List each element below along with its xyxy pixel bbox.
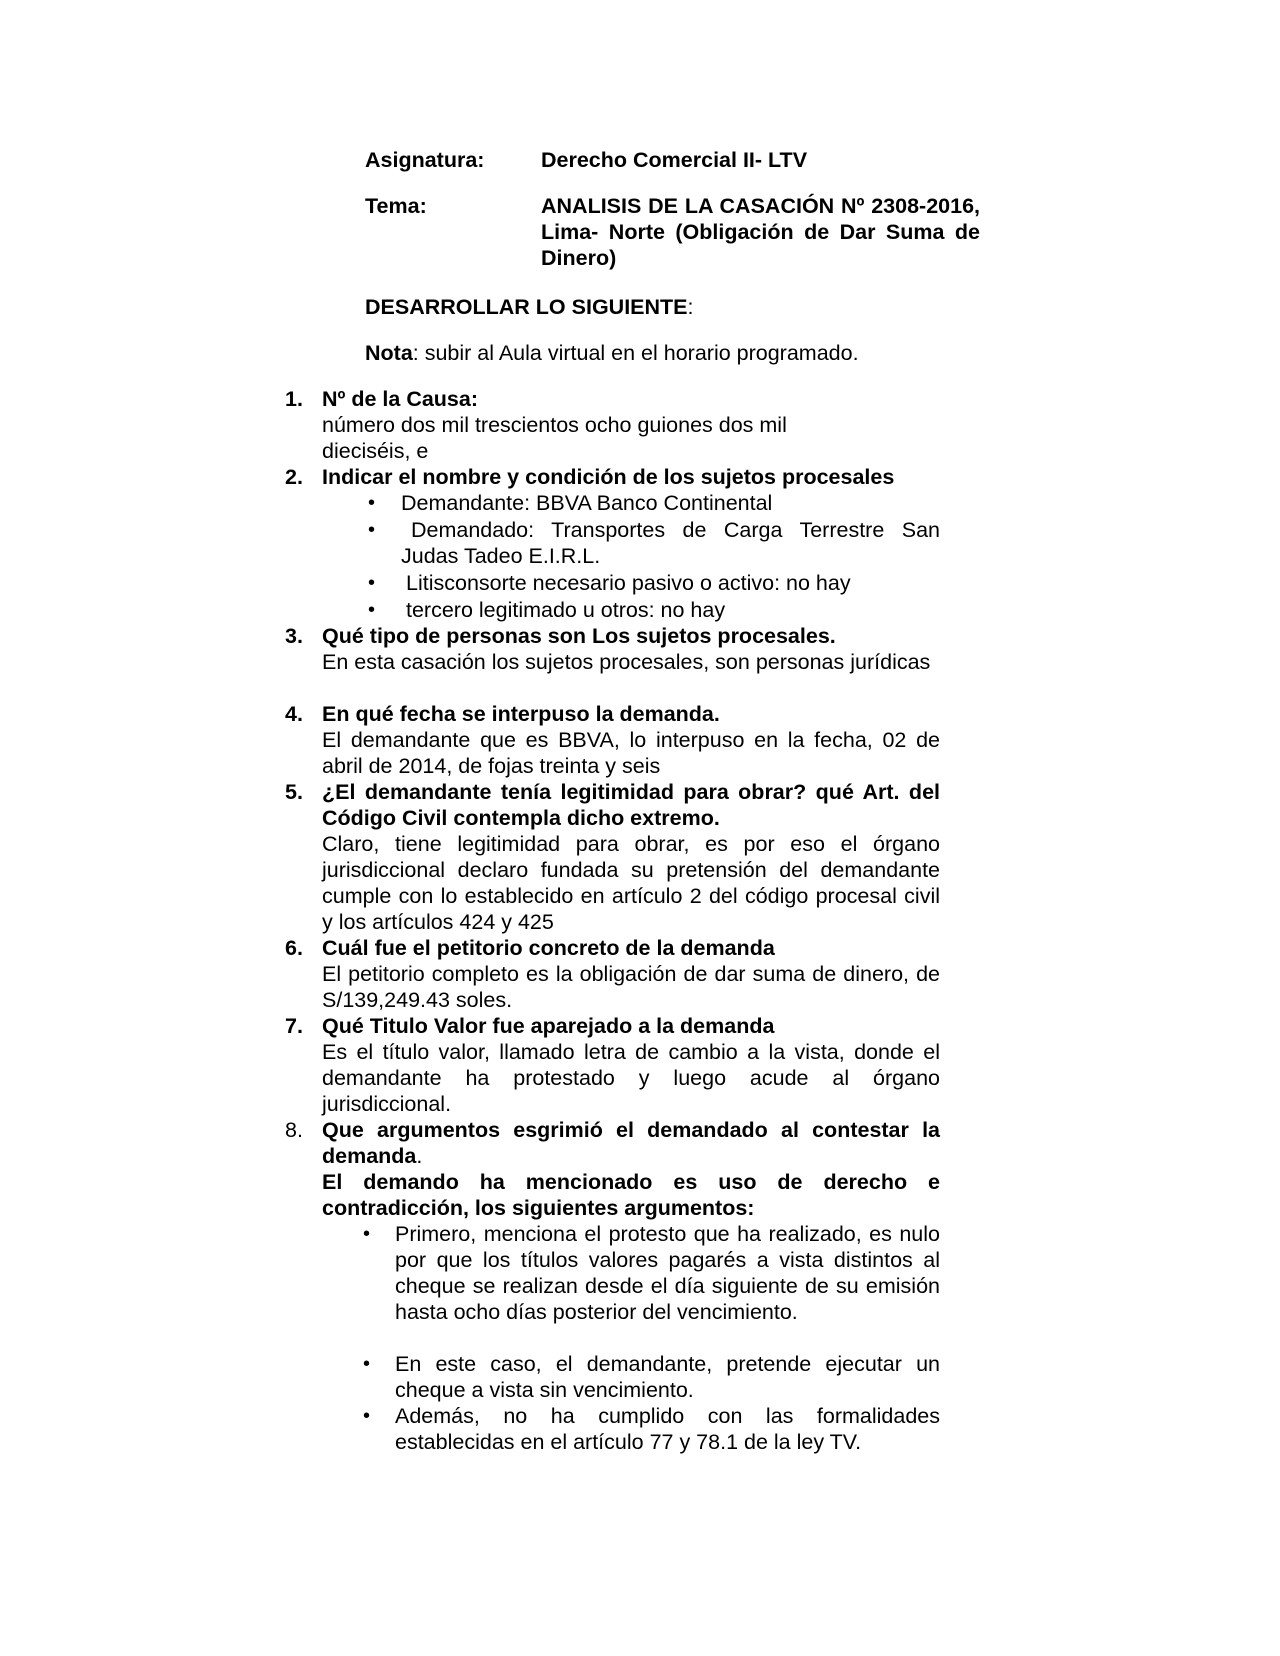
item-number: 7. xyxy=(285,1014,303,1038)
bullet-icon: • xyxy=(363,1223,371,1245)
item-question: Cuál fue el petitorio concreto de la demanda xyxy=(322,936,775,960)
bullet-text: tercero legitimado u otros: no hay xyxy=(406,598,726,622)
instruction-text: DESARROLLAR LO SIGUIENTE xyxy=(365,295,688,319)
bullet-icon: • xyxy=(363,1353,371,1375)
item-question: En qué fecha se interpuso la demanda. xyxy=(322,702,720,726)
item-question: Indicar el nombre y condición de los sujetos procesales xyxy=(322,465,895,489)
note-text: : subir al Aula virtual en el horario programado. xyxy=(412,341,859,365)
item-number: 6. xyxy=(285,936,303,960)
subject-value: Derecho Comercial II- LTV xyxy=(541,148,808,172)
item-question xyxy=(322,1117,940,1169)
instruction-colon: : xyxy=(687,295,694,319)
bullet-icon: • xyxy=(368,492,376,514)
item-answer: Claro, tiene legitimidad para obrar, es por eso el órgano jurisdiccional declaro fundada su pretensión del demandante cumple con lo establecido en artículo 2 del código procesal civil y los artículos 424 y 425 xyxy=(322,832,940,934)
note-label: Nota xyxy=(365,341,413,365)
bullet-icon: • xyxy=(368,519,376,541)
item-question-text: Que argumentos esgrimió el demandado al contestar la demanda xyxy=(322,1118,940,1168)
item-answer: Es el título valor, llamado letra de cambio a la vista, donde el demandante ha protestado y luego acude al órgano jurisdiccional. xyxy=(322,1040,940,1116)
bullet-text: Demandado: Transportes de Carga Terrestre San Judas Tadeo E.I.R.L. xyxy=(401,518,940,568)
subject-label: Asignatura: xyxy=(365,148,485,172)
bullet-icon: • xyxy=(363,1405,371,1427)
instruction-heading xyxy=(365,294,694,320)
bullet-text: Además, no ha cumplido con las formalidades establecidas en el artículo 77 y 78.1 de la ley TV. xyxy=(395,1404,940,1454)
item-answer: dieciséis, e xyxy=(322,439,429,463)
item-answer: El petitorio completo es la obligación de dar suma de dinero, de S/139,249.43 soles. xyxy=(322,962,940,1012)
item-number: 5. xyxy=(285,780,303,804)
note-line xyxy=(365,340,859,366)
item-number: 3. xyxy=(285,624,303,648)
item-number: 4. xyxy=(285,702,303,726)
topic-value: ANALISIS DE LA CASACIÓN Nº 2308-2016, Lima- Norte (Obligación de Dar Suma de Dinero) xyxy=(541,194,980,270)
bullet-text: Litisconsorte necesario pasivo o activo: no hay xyxy=(406,571,851,595)
item-answer: El demandante que es BBVA, lo interpuso en la fecha, 02 de abril de 2014, de fojas treinta y seis xyxy=(322,728,940,778)
bullet-text: Primero, menciona el protesto que ha realizado, es nulo por que los títulos valores pagarés a vista distintos al cheque se realizan desde el día siguiente de su emisión hasta ocho días posterior del vencimiento. xyxy=(395,1222,940,1324)
bullet-icon: • xyxy=(368,599,376,621)
item-question: Qué tipo de personas son Los sujetos procesales. xyxy=(322,624,836,648)
item-number: 8. xyxy=(285,1118,303,1142)
item-question-end: . xyxy=(416,1144,423,1168)
item-number: 1. xyxy=(285,387,303,411)
item-number: 2. xyxy=(285,465,303,489)
bullet-text: Demandante: BBVA Banco Continental xyxy=(401,491,773,515)
bullet-text: En este caso, el demandante, pretende ejecutar un cheque a vista sin vencimiento. xyxy=(395,1352,940,1402)
item-question: Nº de la Causa: xyxy=(322,387,479,411)
topic-label: Tema: xyxy=(365,194,427,218)
item-question: ¿El demandante tenía legitimidad para obrar? qué Art. del Código Civil contempla dicho extremo. xyxy=(322,780,940,830)
item-answer: En esta casación los sujetos procesales, son personas jurídicas xyxy=(322,650,931,674)
item-question: Qué Titulo Valor fue aparejado a la demanda xyxy=(322,1014,775,1038)
item-answer: número dos mil trescientos ocho guiones dos mil xyxy=(322,413,787,437)
bullet-icon: • xyxy=(368,572,376,594)
item-answer-bold: El demando ha mencionado es uso de derecho e contradicción, los siguientes argumentos: xyxy=(322,1170,940,1220)
